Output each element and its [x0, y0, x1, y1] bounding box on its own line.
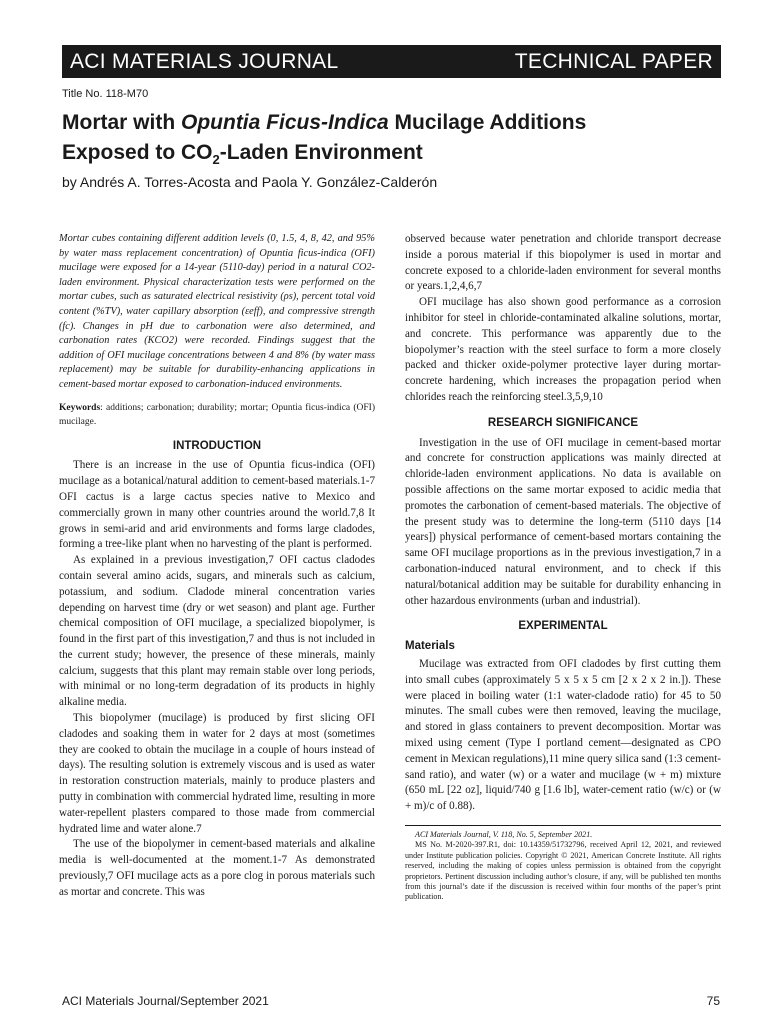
journal-name: ACI MATERIALS JOURNAL — [70, 49, 339, 73]
left-column — [59, 232, 375, 901]
paper-type: TECHNICAL PAPER — [514, 49, 713, 73]
intro-paragraph-6: OFI mucilage has also shown good performance as a corrosion inhibitor for steel in chloride-contaminated alkaline solutions, mortar, and concrete. This performance was apparently due to the biopolymer’s reaction with the steel surface to form a more closely packed and thicker oxide-polymer protective layer during mortar-concrete hardening, which increases the propagation period when chlorides reach the reinforcing steel.3,5,9,10 — [405, 296, 721, 403]
experimental-heading: EXPERIMENTAL — [518, 620, 608, 633]
journal-banner — [62, 45, 721, 78]
introduction-heading: INTRODUCTION — [172, 439, 262, 452]
footer-journal: ACI Materials Journal/September 2021 — [62, 994, 269, 1008]
keywords: Keywords: additions; carbonation; durability; mortar; Opuntia ficus-indica (OFI) mucilage. — [59, 402, 375, 427]
intro-paragraph-5: observed because water penetration and chloride transport decrease inside a porous material if this biopolymer is used in mortar and concrete exposed to a chloride-laden environment for several months or years.1,2,4,6,7 — [405, 233, 721, 293]
intro-paragraph-1: There is an increase in the use of Opuntia ficus-indica (OFI) mucilage as a botanical/natural addition to cement-based materials.1-7 OFI cactus is a large cactus species native to Mexico and commercially grown in many other countries around the world.7,8 It grows in semi-arid and arid environments and forms large cladodes, forming a tree-like plant when no harvesting of the plant is performed. — [59, 459, 375, 551]
right-column — [405, 232, 721, 903]
title-line-1: Mortar with Opuntia Ficus-Indica Mucilage Additions — [62, 111, 587, 134]
title-line-2: Exposed to $CO_2$-Laden Environment — [62, 141, 423, 168]
materials-text: Mucilage was extracted from OFI cladodes by first cutting them into small cubes (approximately 5 x 5 x 5 cm [2 x 2 x 2 in.]). These were placed in boiling water (1:1 water-cladode ratio) for 45 to 50 minutes. The small cubes were then removed, leaving the mucilage, and stored in glass containers to prevent decomposition. Mortar was mixed using cement (Type I portland cement—designated as CPO cement in Mexican regulations),11 mine query silica sand (1:3 cement-sand ratio), and water (w) or a water and mucilage (w + m) mixture (650 mL [22 oz], liquid/740 g [1.6 lb], water-cement ratio (w/c) or (w + m)/c of 0.88). — [405, 657, 721, 813]
intro-paragraph-3: This biopolymer (mucilage) is produced by first slicing OFI cladodes and soaking them in water for 2 days at most (sometimes they are cooked to obtain the mucilage in a couple of hours instead of days). The resulting solution is extremely viscous and is used as water in restoration construction materials, mainly to produce plasters and putty in combination with commercial hydrated lime, resulting in more water-repellent plasters compared to those made from commercial hydrated lime and water alone.7 — [59, 712, 375, 835]
footnote — [405, 825, 721, 903]
materials-heading: Materials — [405, 640, 455, 653]
footnote-details: MS No. M-2020-397.R1, doi: 10.14359/51732796, received April 12, 2021, and reviewed under Institute publication policies. Copyright © 2021, American Concrete Institute. All rights reserved, including the making of copies unless permission is obtained from the copyright proprietors. Pertinent discussion including author’s closure, if any, will be published ten months from this journal’s date if the discussion is received within four months of the paper’s print publication. — [405, 840, 721, 902]
intro-paragraph-2: As explained in a previous investigation,7 OFI cactus cladodes contain several amino acids, sugars, and minerals such as calcium, potassium, and sodium. Cladode mineral concentration varies depending on harvest time (dry or wet season) and plant age. Further chemical composition of OFI mucilage, a specialized biopolymer, is found in the first part of this investigation,7 and thus is not included in the current study; however, the presence of these minerals, mainly calcium, suggests that this plant may remain stable over long periods, with minimal or no long-term degradation of its products in highly alkaline media. — [59, 554, 375, 709]
research-significance-text: Investigation in the use of OFI mucilage in cement-based mortar and concrete for construction applications was mainly directed at chloride-laden environment applications. No data is available on possible affections on the same mortar exposed to acidic media that promotes the carbonation of cement-based materials. The objective of the present study was to determine the long-term (5110 days [14 years]) physical performance of cement-based mortars containing the same OFI mucilage proportions as in the previous investigation,7 in a carbonation-induced natural environment, and to check if this natural/botanical addition may be suitable for durability enhancing in other hazardous environments (urban and industrial). — [405, 436, 721, 607]
paper-title — [62, 108, 722, 175]
authors: by Andrés A. Torres-Acosta and Paola Y. González-Calderón — [62, 174, 438, 190]
footnote-citation: ACI Materials Journal, V. 118, No. 5, September 2021. — [415, 829, 593, 839]
research-significance-heading: RESEARCH SIGNIFICANCE — [487, 416, 639, 429]
abstract: Mortar cubes containing different addition levels (0, 1.5, 4, 8, 42, and 95% by water mass replacement concentration) of Opuntia ficus-indica (OFI) mucilage were exposed for a 14-year (5110-day) period in a natural CO2-laden environment. Physical characterization tests were performed on the mortar cubes, such as saturated electrical resistivity (ρs), percent total void content (%TV), water capillary absorption (εeff), and compressive strength (fc). Changes in pH due to carbonation were also determined, and carbonation rates (KCO2) were recorded. Findings suggest that the addition of OFI mucilage concentrations between 4 and 8% (by water mass replacement) may be suitable for durability-enhancing applications in cement-based mortar exposed to carbonation-induced environments. — [59, 233, 375, 390]
title-number: Title No. 118-M70 — [62, 88, 149, 100]
page-number: 75 — [706, 994, 720, 1008]
intro-paragraph-4: The use of the biopolymer in cement-based materials and alkaline media is well-documented at the moment.1-7 As demonstrated previously,7 OFI mucilage acts as a pore clog in porous materials such as mortar and concrete. This was — [59, 838, 375, 898]
